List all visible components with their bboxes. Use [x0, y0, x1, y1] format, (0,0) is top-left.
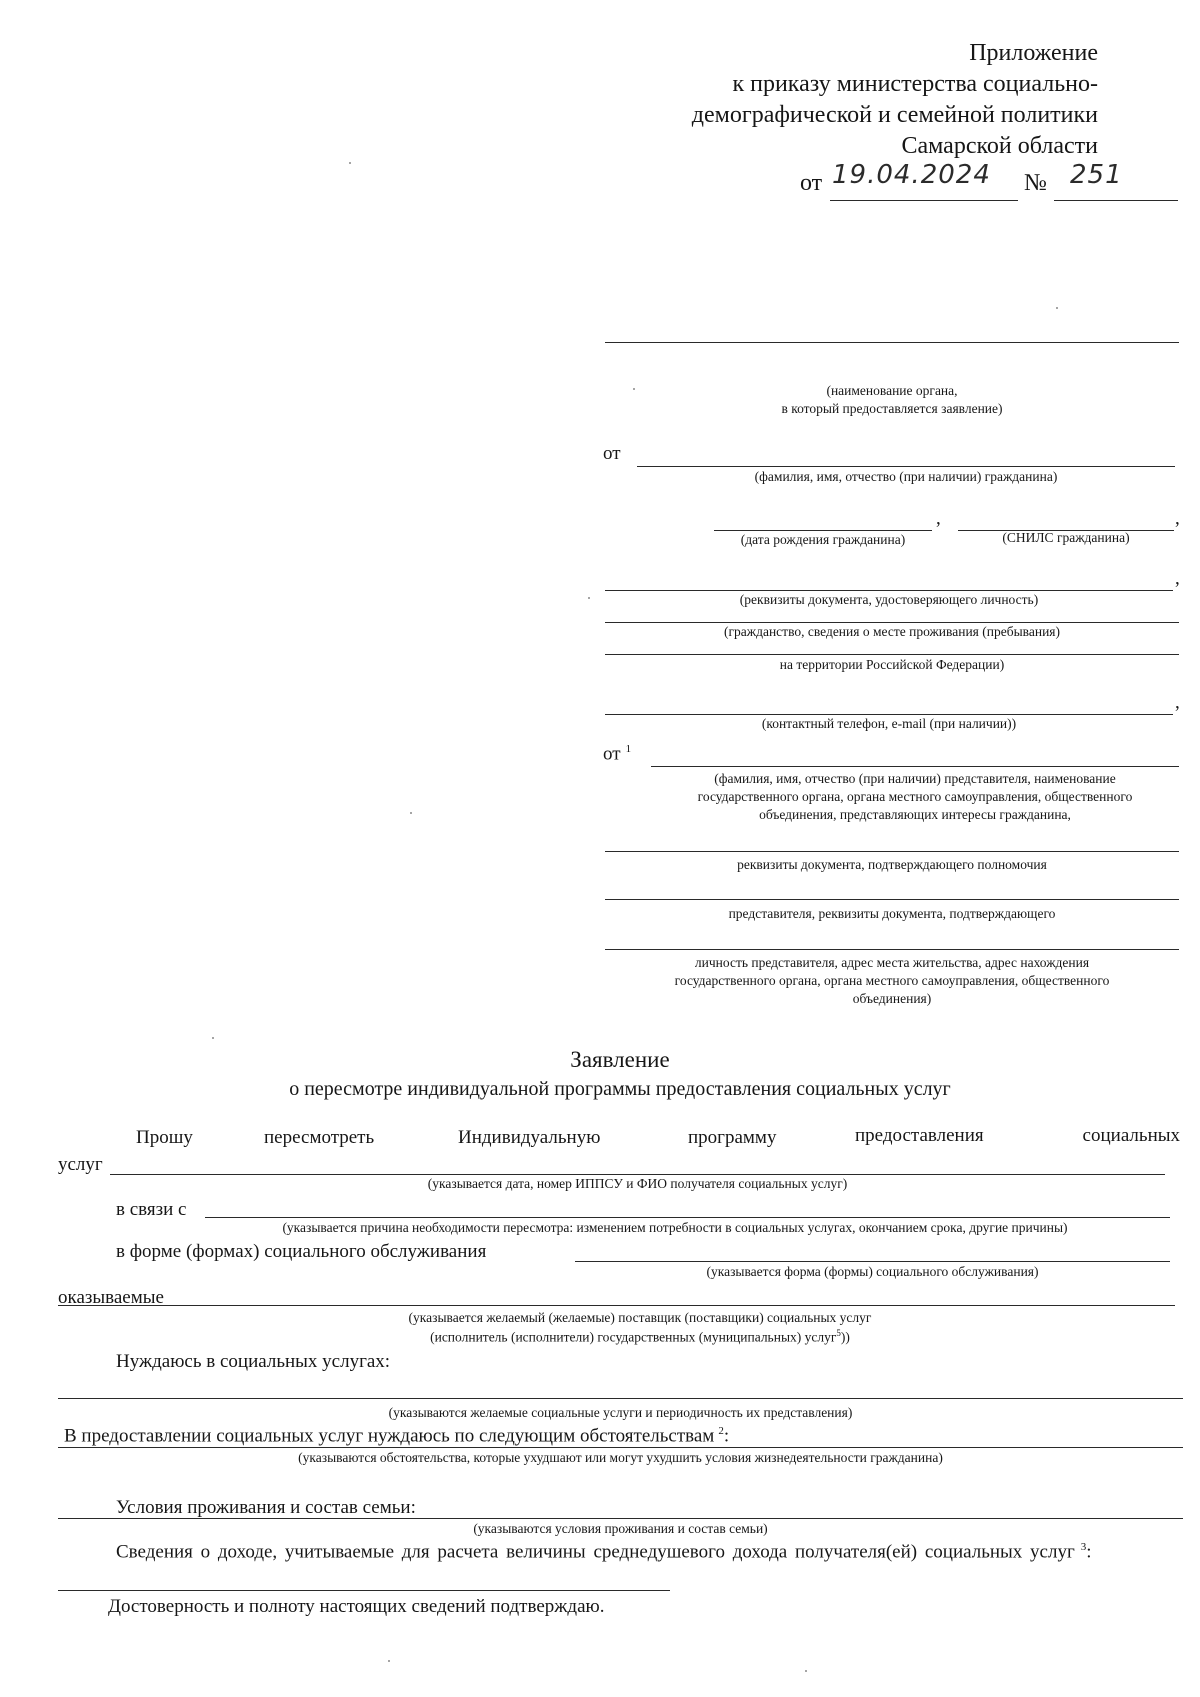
reason-line [205, 1217, 1170, 1218]
birth-date-line [714, 530, 932, 531]
id-document-line [605, 590, 1173, 591]
scan-speck [633, 388, 635, 390]
order-date-label: от [800, 170, 823, 196]
order-number: 251 [1070, 160, 1123, 190]
organ-line [605, 342, 1179, 343]
circumstances-line [58, 1447, 1183, 1448]
representative-caption-7: государственного органа, органа местного самоуправления, общественного [674, 973, 1110, 988]
living-conditions-label: Условия проживания и состав семьи: [116, 1497, 416, 1518]
footnote-1-marker: 1 [625, 743, 632, 755]
representative-caption-4: реквизиты документа, подтверждающего полномочия [737, 857, 1047, 872]
provider-caption-2 [160, 1328, 1120, 1346]
footnote-3-marker: 3 [1080, 1541, 1087, 1553]
contact-line [605, 714, 1173, 715]
ippsu-line [110, 1174, 1165, 1175]
reason-caption: (указывается причина необходимости пересмотра: изменением потребности в социальных услугах, окончанием срока, другие причины) [282, 1220, 1068, 1235]
from-label: от [603, 443, 621, 464]
request-word-1: Прошу [136, 1127, 193, 1148]
provider-caption-2-end: )) [840, 1329, 850, 1345]
citizenship-line [605, 622, 1179, 623]
circumstances-colon: : [723, 1425, 730, 1447]
income-label [116, 1541, 1176, 1563]
confirmation-text: Достоверность и полноту настоящих сведений подтверждаю. [108, 1596, 605, 1617]
representative-address-line [605, 949, 1179, 950]
living-conditions-caption: (указываются условия проживания и состав семьи) [473, 1521, 768, 1536]
birth-date-caption: (дата рождения гражданина) [740, 532, 906, 547]
organ-caption-1: (наименование органа, [826, 383, 958, 398]
organ-caption-2: в который предоставляется заявление) [781, 401, 1003, 416]
living-conditions-line [58, 1518, 1183, 1519]
representative-caption-2: государственного органа, органа местного самоуправления, общественного [697, 789, 1133, 804]
scan-speck [388, 1660, 390, 1662]
id-document-caption: (реквизиты документа, удостоверяющего личность) [739, 592, 1039, 607]
contact-caption: (контактный телефон, e-mail (при наличии)) [761, 716, 1017, 731]
request-word-3: Индивидуальную [458, 1127, 601, 1148]
footnote-2-marker: 2 [718, 1425, 724, 1437]
representative-id-line [605, 899, 1179, 900]
comma: , [1175, 692, 1180, 713]
order-reference-line-2: демографической и семейной политики [691, 102, 1098, 128]
order-date: 19.04.2024 [832, 160, 991, 190]
circumstances-caption: (указываются обстоятельства, которые ухудшают или могут ухудшить условия жизнедеятельности гражданина) [298, 1450, 943, 1465]
scan-speck [410, 812, 412, 814]
comma: , [1175, 568, 1180, 589]
needs-line [58, 1398, 1183, 1399]
citizenship-caption: (гражданство, сведения о месте проживания (пребывания) [723, 624, 1061, 639]
order-number-sign: № [1024, 170, 1047, 196]
order-reference-line-3: Самарской области [901, 133, 1098, 159]
request-word-6: социальных [1082, 1125, 1180, 1146]
scan-speck [805, 1670, 807, 1672]
representative-caption-1: (фамилия, имя, отчество (при наличии) представителя, наименование [714, 771, 1116, 786]
representative-from-label [603, 743, 631, 765]
provider-caption-2-text: (исполнитель (исполнители) государственных (муниципальных) услуг [430, 1329, 837, 1345]
representative-caption-5: представителя, реквизиты документа, подтверждающего [728, 906, 1056, 921]
order-reference-line-1: к приказу министерства социально- [732, 71, 1098, 97]
order-number-line [1054, 200, 1178, 201]
provider-label: оказываемые [58, 1287, 164, 1308]
residence-line [605, 654, 1179, 655]
territory-caption: на территории Российской Федерации) [779, 657, 1005, 672]
scan-speck [1056, 307, 1058, 309]
circumstances-label [64, 1425, 729, 1447]
comma: , [936, 508, 941, 529]
uslug-label: услуг [58, 1154, 103, 1175]
fio-line [637, 466, 1175, 467]
needs-label: Нуждаюсь в социальных услугах: [116, 1351, 391, 1372]
provider-caption-1: (указывается желаемый (желаемые) поставщик (поставщики) социальных услуг [408, 1310, 872, 1325]
scan-speck [349, 162, 351, 164]
order-date-line [830, 200, 1018, 201]
income-colon: : [1086, 1541, 1092, 1563]
authority-document-line [605, 851, 1179, 852]
representative-from-text: от [603, 743, 621, 765]
document-subtitle: о пересмотре индивидуальной программы предоставления социальных услуг [289, 1078, 951, 1100]
provider-line [58, 1305, 1175, 1306]
representative-caption-6: личность представителя, адрес места жительства, адрес нахождения [694, 955, 1090, 970]
request-word-4: программу [688, 1127, 777, 1148]
income-text: Сведения о доходе, учитываемые для расчета величины среднедушевого дохода получателя(ей) социальных услуг [116, 1541, 1075, 1563]
needs-caption: (указываются желаемые социальные услуги и периодичность их представления) [388, 1405, 853, 1420]
circumstances-text: В предоставлении социальных услуг нуждаюсь по следующим обстоятельствам [64, 1425, 715, 1447]
fio-caption: (фамилия, имя, отчество (при наличии) гражданина) [754, 469, 1058, 484]
request-word-2: пересмотреть [264, 1127, 375, 1148]
income-line [58, 1590, 670, 1591]
scan-speck [588, 597, 590, 599]
footnote-5-marker: 5 [836, 1328, 841, 1338]
representative-line [651, 766, 1179, 767]
appendix-title: Приложение [969, 40, 1098, 66]
service-form-caption: (указывается форма (формы) социального обслуживания) [706, 1264, 1039, 1279]
comma: , [1175, 508, 1180, 529]
representative-caption-3: объединения, представляющих интересы гражданина, [759, 807, 1071, 822]
service-form-line [575, 1261, 1170, 1262]
representative-caption-8: объединения) [852, 991, 932, 1006]
request-word-5: предоставления [855, 1125, 984, 1146]
service-form-label: в форме (формах) социального обслуживания [116, 1241, 487, 1262]
ippsu-caption: (указывается дата, номер ИППСУ и ФИО получателя социальных услуг) [427, 1176, 848, 1191]
snils-caption: (СНИЛС гражданина) [1002, 530, 1130, 545]
scan-speck [212, 1037, 214, 1039]
reason-label: в связи с [116, 1199, 187, 1220]
document-title: Заявление [570, 1047, 670, 1072]
